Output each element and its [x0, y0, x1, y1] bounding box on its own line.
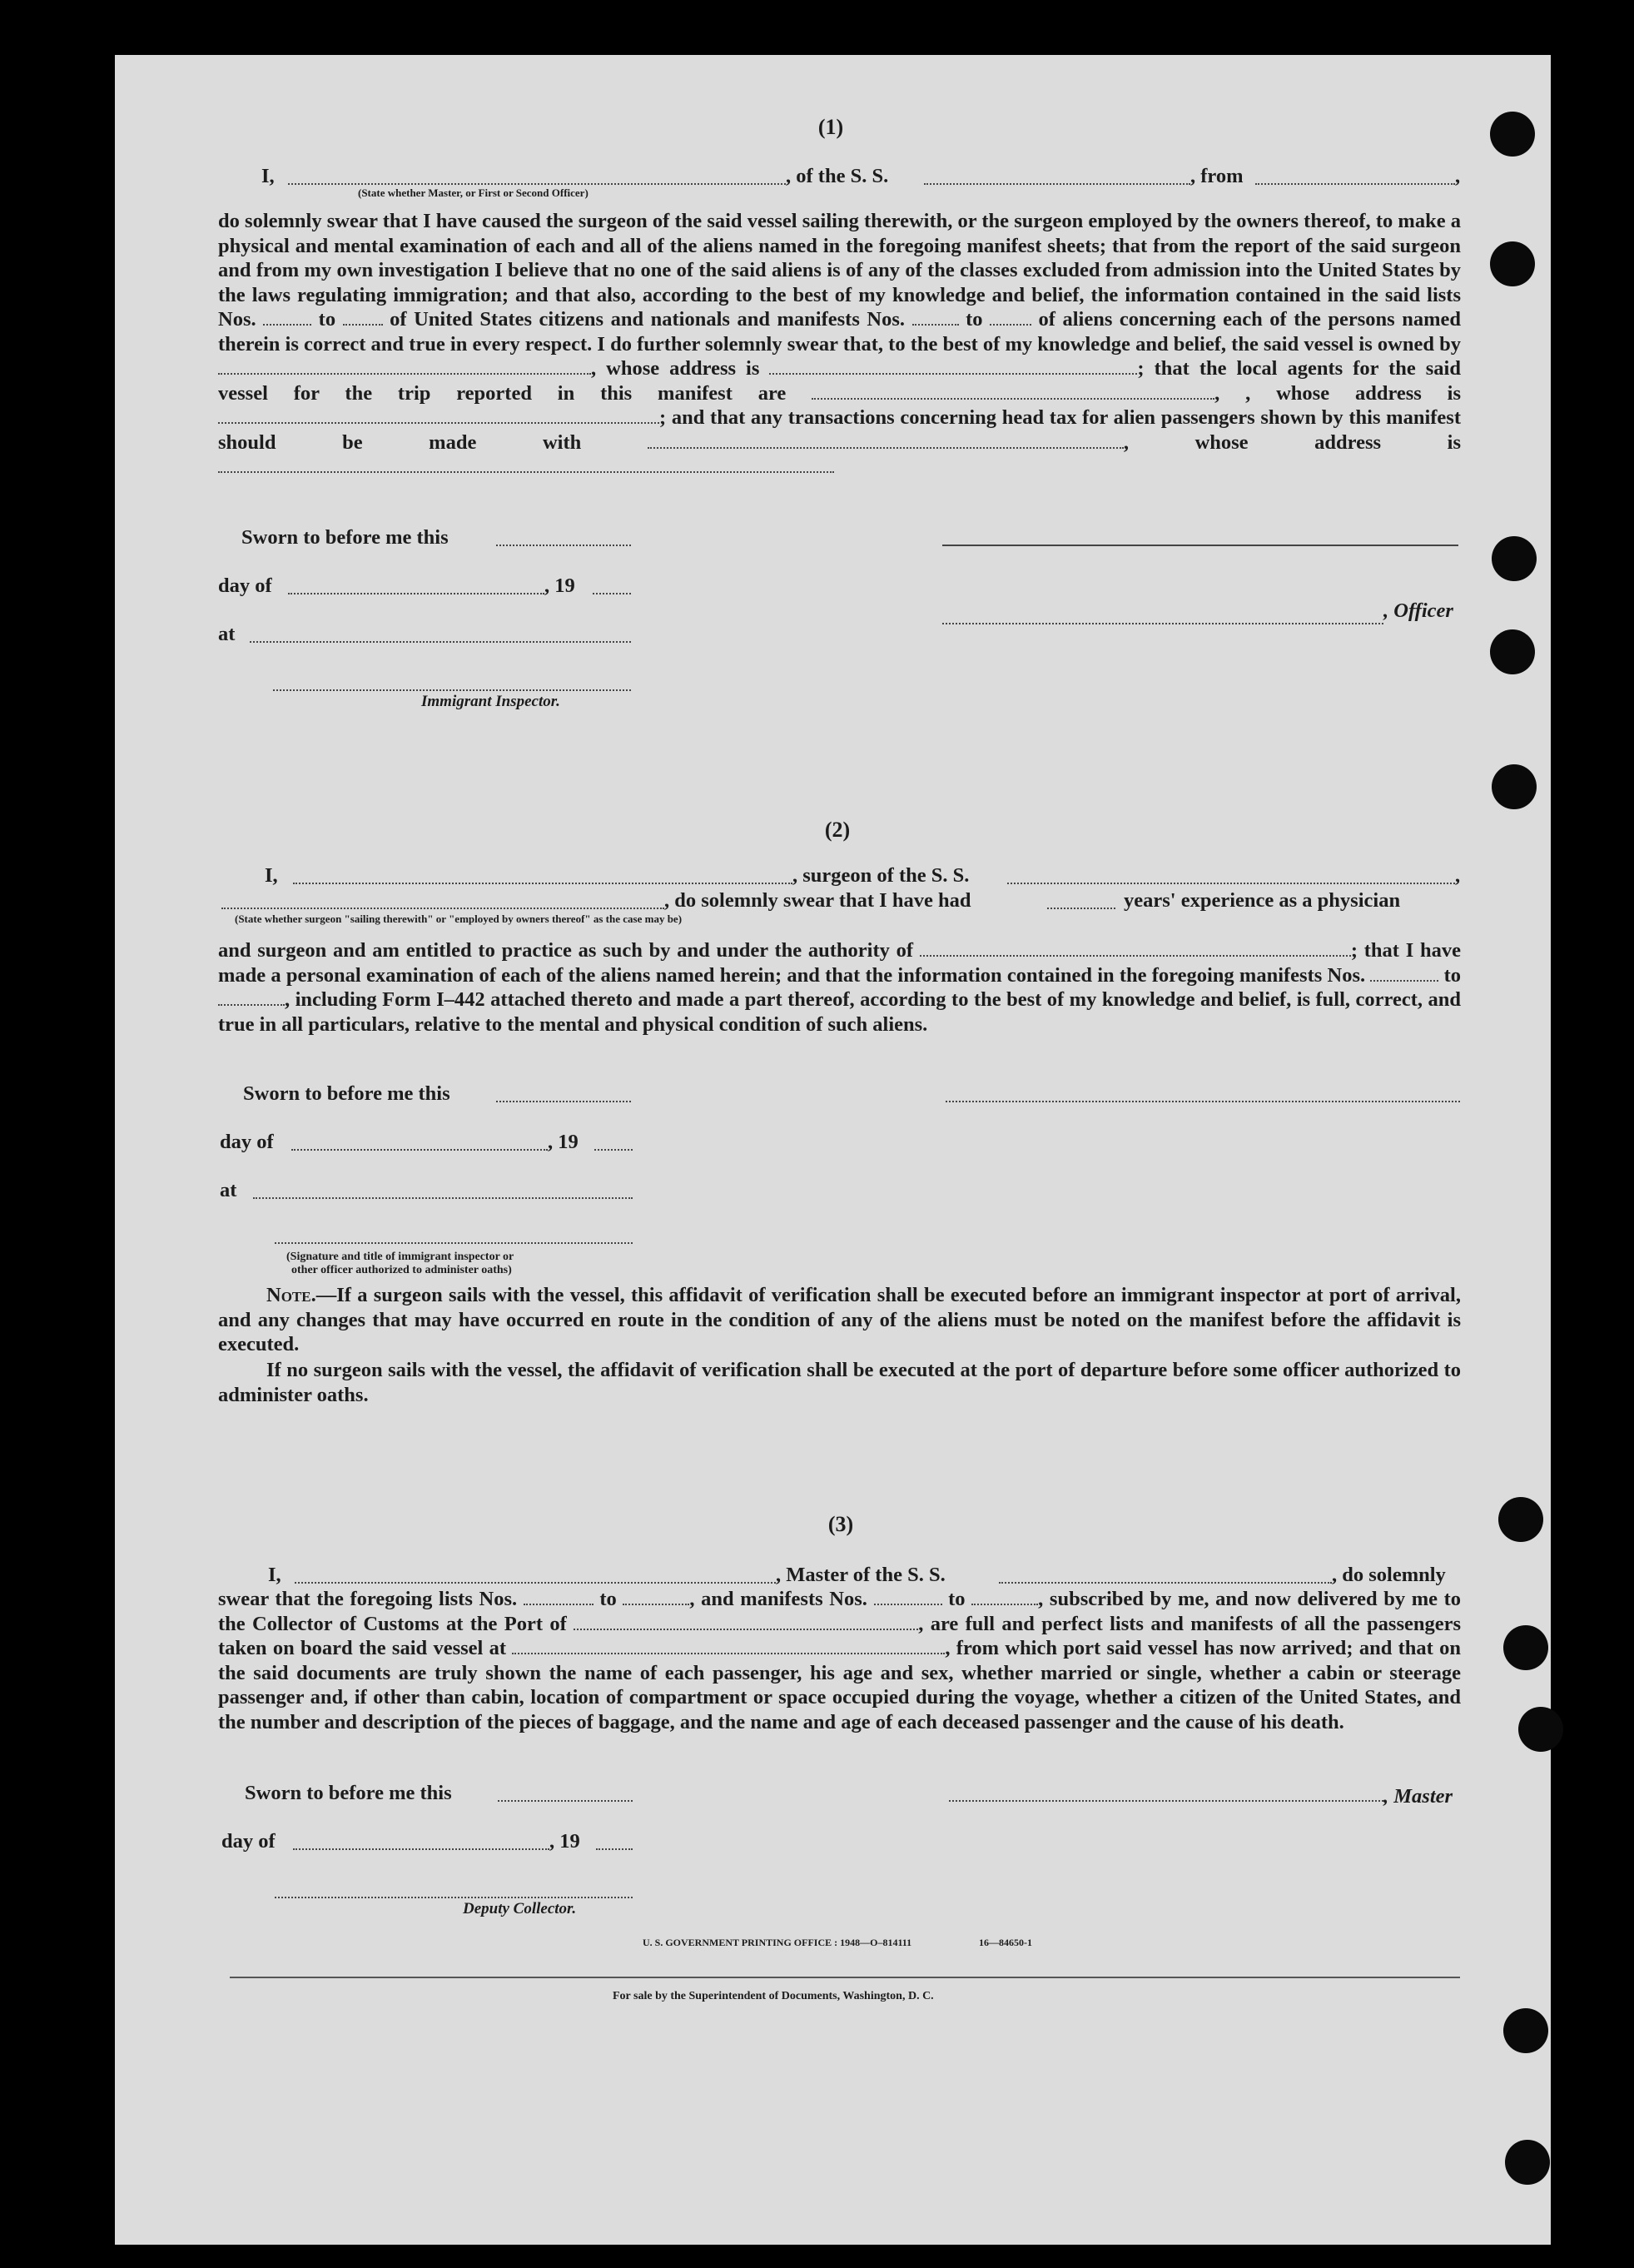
s2-day-of: day of — [220, 1131, 274, 1153]
s1-line1-i: I, — [261, 165, 275, 187]
s2-note-1: —If a surgeon sails with the vessel, this affidavit of verification shall be executed before an immigrant inspector at port of arrival, and any changes that may have occurred en route in the condition of any of the aliens must be noted on the manifest before the affidavit is executed. — [218, 1284, 1461, 1355]
s1-body-6: , whose address is — [1245, 381, 1462, 405]
s3-year: , 19 — [549, 1830, 580, 1853]
s2-line2-swear: , do solemnly swear that I have had — [664, 889, 971, 912]
s2-sworn: Sworn to before me this — [243, 1082, 450, 1105]
punch-hole — [1492, 536, 1537, 581]
s2-line1-comma: , — [1455, 864, 1461, 887]
punch-hole — [1503, 1625, 1548, 1670]
s3-sworn-date-field[interactable] — [498, 1782, 633, 1802]
s2-line1-surgeon-of-ss: , surgeon of the S. S. — [792, 864, 970, 887]
s1-day-of: day of — [218, 574, 272, 597]
s2-year: , 19 — [548, 1131, 579, 1153]
s1-body-to2: to — [966, 308, 983, 331]
s1-agents-address-field[interactable] — [218, 407, 659, 424]
s3-body-to2: to — [948, 1588, 966, 1610]
s2-note — [218, 1283, 1461, 1357]
s2-manifests-to-field[interactable] — [218, 989, 285, 1006]
s1-body: do solemnly swear that I have caused the surgeon of the said vessel sailing therewith, or the surgeon employed by the owners thereof, to make a physical and mental examination of each and all of the aliens named in the foregoing manifest sheets; that from the report of the said surgeon and from my own investigation I believe that no one of the said aliens is of any of the classes excluded from admission into the United States by the laws regulating immigration; and that also, according to the best of my knowledge and belief, the information contained in the said lists Nos. to of United States citizens and nationals and manifests Nos. to of aliens concerning each of the persons named therein is correct and true in every respect. I do further solemnly swear that, to the best of my knowledge and belief, the said vessel is owned by , whose address is ; that the local agents for the said vessel for the trip reported in this manifest are , , whose address is ; and that any transactions concerning head tax for alien passengers shown by this manifest should be made with , whose address is — [218, 209, 1461, 480]
s1-officer-suffix: , Officer — [1383, 599, 1453, 622]
s3-vessel-name-field[interactable] — [999, 1564, 1332, 1584]
s1-line1-comma: , — [1455, 165, 1461, 187]
s2-years-field[interactable] — [1047, 889, 1115, 909]
s2-body-3: , including Form I–442 attached thereto and made a part thereof, according to the best of my knowledge and belief, is full, correct, and true in all particulars, relative to the mental and physical condition of such aliens. — [218, 988, 1461, 1036]
s1-body-7: ; and that any transactions concerning head tax for alien passengers shown by this manifest should be made with — [218, 406, 1461, 454]
punch-hole — [1490, 112, 1535, 157]
s3-body-1: swear that the foregoing lists Nos. — [218, 1588, 518, 1610]
s3-line1-i: I, — [268, 1564, 281, 1586]
s1-at: at — [218, 623, 236, 645]
s2-day-field[interactable] — [291, 1131, 548, 1151]
s1-year: , 19 — [544, 574, 575, 597]
s2-sig-note-1: (Signature and title of immigrant inspector or — [286, 1251, 514, 1263]
s1-body-2: of United States citizens and nationals and manifests Nos. — [390, 308, 905, 331]
s3-day-field[interactable] — [293, 1830, 549, 1850]
s1-line1-of-ss: , of the S. S. — [786, 165, 889, 187]
s1-body-5: ; that the local agents for the said vessel for the trip reported in this manifest are — [218, 357, 1461, 405]
s3-body — [218, 1587, 1461, 1734]
s1-at-field[interactable] — [250, 623, 631, 643]
s2-surgeon-type-field[interactable] — [221, 889, 664, 909]
s3-master-name-field[interactable] — [295, 1564, 776, 1584]
s3-body-to1: to — [599, 1588, 617, 1610]
s1-agents-field[interactable] — [812, 383, 1214, 400]
s1-line1-from: , from — [1190, 165, 1244, 187]
s2-at-field[interactable] — [253, 1179, 633, 1199]
s2-vessel-name-field[interactable] — [1007, 864, 1455, 884]
footer-rule — [230, 1977, 1460, 1978]
s3-port-field[interactable] — [574, 1614, 918, 1630]
s2-sig-note-2: other officer authorized to administer oaths) — [291, 1264, 512, 1276]
punch-hole — [1490, 629, 1535, 674]
s2-at: at — [220, 1179, 237, 1201]
s1-body-4: , whose address is — [591, 357, 760, 380]
s3-year-field[interactable] — [596, 1830, 633, 1850]
s1-from-port-field[interactable] — [1255, 165, 1455, 185]
s2-note-2: If no surgeon sails with the vessel, the affidavit of verification shall be executed at the port of departure before some officer authorized to administer oaths. — [218, 1359, 1461, 1406]
s3-lists-to-field[interactable] — [623, 1589, 689, 1605]
s1-body-8: , whose address is — [1123, 430, 1461, 454]
s3-boarding-port-field[interactable] — [512, 1638, 945, 1654]
s1-manifests-to-field[interactable] — [990, 309, 1031, 326]
section-3-heading: (3) — [827, 1512, 854, 1536]
s3-sworn: Sworn to before me this — [245, 1782, 452, 1804]
s1-manifests-from-field[interactable] — [912, 309, 959, 326]
punch-hole — [1518, 1707, 1563, 1752]
s1-officer-field[interactable] — [942, 604, 1383, 624]
s3-body-2: , and manifests Nos. — [689, 1588, 867, 1610]
punch-hole — [1490, 241, 1535, 286]
s1-body-text: do solemnly swear that I have caused the surgeon of the said vessel sailing therewith, or the surgeon employed by the owners thereof, to make a physical and mental examination of each and all of the aliens named in the foregoing manifest sheets; that from the report of the said surgeon and from my own investigation I believe that no one of the said aliens is of any of the classes excluded from admission into the United States by the laws regulating immigration; and that also, according to the best of my knowledge and belief, the information contained in the said lists Nos. — [218, 210, 1461, 331]
s2-body — [218, 938, 1461, 1037]
s2-body-2: that I have made a personal examination of each of the aliens named herein; and that the information contained in the foregoing manifests Nos. — [218, 939, 1462, 987]
s3-collector-label: Deputy Collector. — [463, 1900, 577, 1917]
s2-signature-field[interactable] — [946, 1082, 1460, 1102]
s1-sworn-date-field[interactable] — [496, 526, 631, 546]
s1-vessel-name-field[interactable] — [924, 165, 1190, 185]
s2-sworn-date-field[interactable] — [496, 1082, 631, 1102]
s2-body-1: and surgeon and am entitled to practice as such by and under the authority of — [218, 939, 914, 962]
printing-office-imprint: U. S. GOVERNMENT PRINTING OFFICE : 1948—O–814111 — [643, 1937, 912, 1948]
s2-surgeon-name-field[interactable] — [293, 864, 792, 884]
s2-year-field[interactable] — [594, 1131, 633, 1151]
form-code: 16—84650-1 — [979, 1937, 1032, 1948]
s1-inspector-signature-field[interactable] — [273, 671, 631, 691]
s3-collector-signature-field[interactable] — [275, 1878, 633, 1898]
s1-owner-address-field[interactable] — [769, 358, 1137, 375]
sale-notice: For sale by the Superintendent of Documents, Washington, D. C. — [613, 1990, 934, 2002]
punch-hole — [1498, 1497, 1543, 1542]
s1-body-to1: to — [318, 308, 336, 331]
s2-manifests-from-field[interactable] — [1370, 965, 1438, 982]
s1-headtax-field[interactable] — [648, 432, 1124, 449]
s3-manifests-from-field[interactable] — [874, 1589, 942, 1605]
s1-officer-note: (State whether Master, or First or Second Officer) — [358, 187, 589, 199]
s1-officer-name-field[interactable] — [288, 165, 786, 185]
punch-hole — [1503, 2008, 1548, 2053]
s3-lists-from-field[interactable] — [524, 1589, 594, 1605]
s1-lists-from-field[interactable] — [263, 309, 311, 326]
s2-surgeon-note: (State whether surgeon "sailing therewith" or "employed by owners thereof" as the case may be) — [235, 913, 683, 925]
s2-authority-field[interactable] — [920, 940, 1351, 957]
s2-line1-i: I, — [265, 864, 278, 887]
s3-line1-swear: , do solemnly — [1332, 1564, 1446, 1586]
s1-day-field[interactable] — [288, 574, 544, 594]
s2-body-1-end: ; — [1350, 939, 1358, 962]
s1-inspector-label: Immigrant Inspector. — [421, 693, 560, 710]
s3-line1-master-of-ss: , Master of the S. S. — [776, 1564, 946, 1586]
s2-inspector-signature-field[interactable] — [275, 1227, 633, 1244]
s3-master-suffix: , Master — [1383, 1785, 1453, 1808]
s2-note-second — [218, 1358, 1461, 1407]
section-1-heading: (1) — [817, 115, 844, 139]
s1-signature-field[interactable] — [942, 526, 1458, 546]
s3-body-5: , from which port said vessel has now arrived; and that on the said documents are truly shown the name of each passenger, his age and sex, whether married or single, whether a cabin or steerage passenger and, if other than cabin, location of compartment or space occupied during the voyage, whether a citizen of the United States, and the number and description of the pieces of baggage, and the name and age of each deceased passenger and the cause of his death. — [218, 1637, 1462, 1733]
punch-hole — [1505, 2140, 1550, 2185]
s1-owner-field[interactable] — [218, 358, 591, 375]
s1-sworn: Sworn to before me this — [241, 526, 449, 549]
s1-headtax-address-field[interactable] — [218, 456, 834, 473]
s2-body-to: to — [1443, 963, 1462, 987]
s1-year-field[interactable] — [593, 574, 631, 594]
s2-note-label: Note. — [266, 1284, 316, 1306]
s1-body-3: of aliens concerning each of the persons named therein is correct and true in every respect. I do further solemnly swear that, to the best of my knowledge and belief, the said vessel is owned by — [218, 308, 1462, 356]
s3-master-signature-field[interactable] — [949, 1782, 1383, 1802]
punch-hole — [1492, 764, 1537, 809]
s2-line2-experience: years' experience as a physician — [1124, 889, 1401, 912]
section-2-heading: (2) — [824, 818, 851, 842]
s1-lists-to-field[interactable] — [343, 309, 383, 326]
s3-day-of: day of — [221, 1830, 276, 1853]
s3-body-4: , are full and perfect lists and manifests of all the passengers taken on board the said vessel at — [218, 1612, 1462, 1659]
s3-manifests-to-field[interactable] — [971, 1589, 1038, 1605]
s3-body-3: , subscribed by me, and now delivered by me to the Collector of Customs at the Port of — [218, 1588, 1462, 1635]
